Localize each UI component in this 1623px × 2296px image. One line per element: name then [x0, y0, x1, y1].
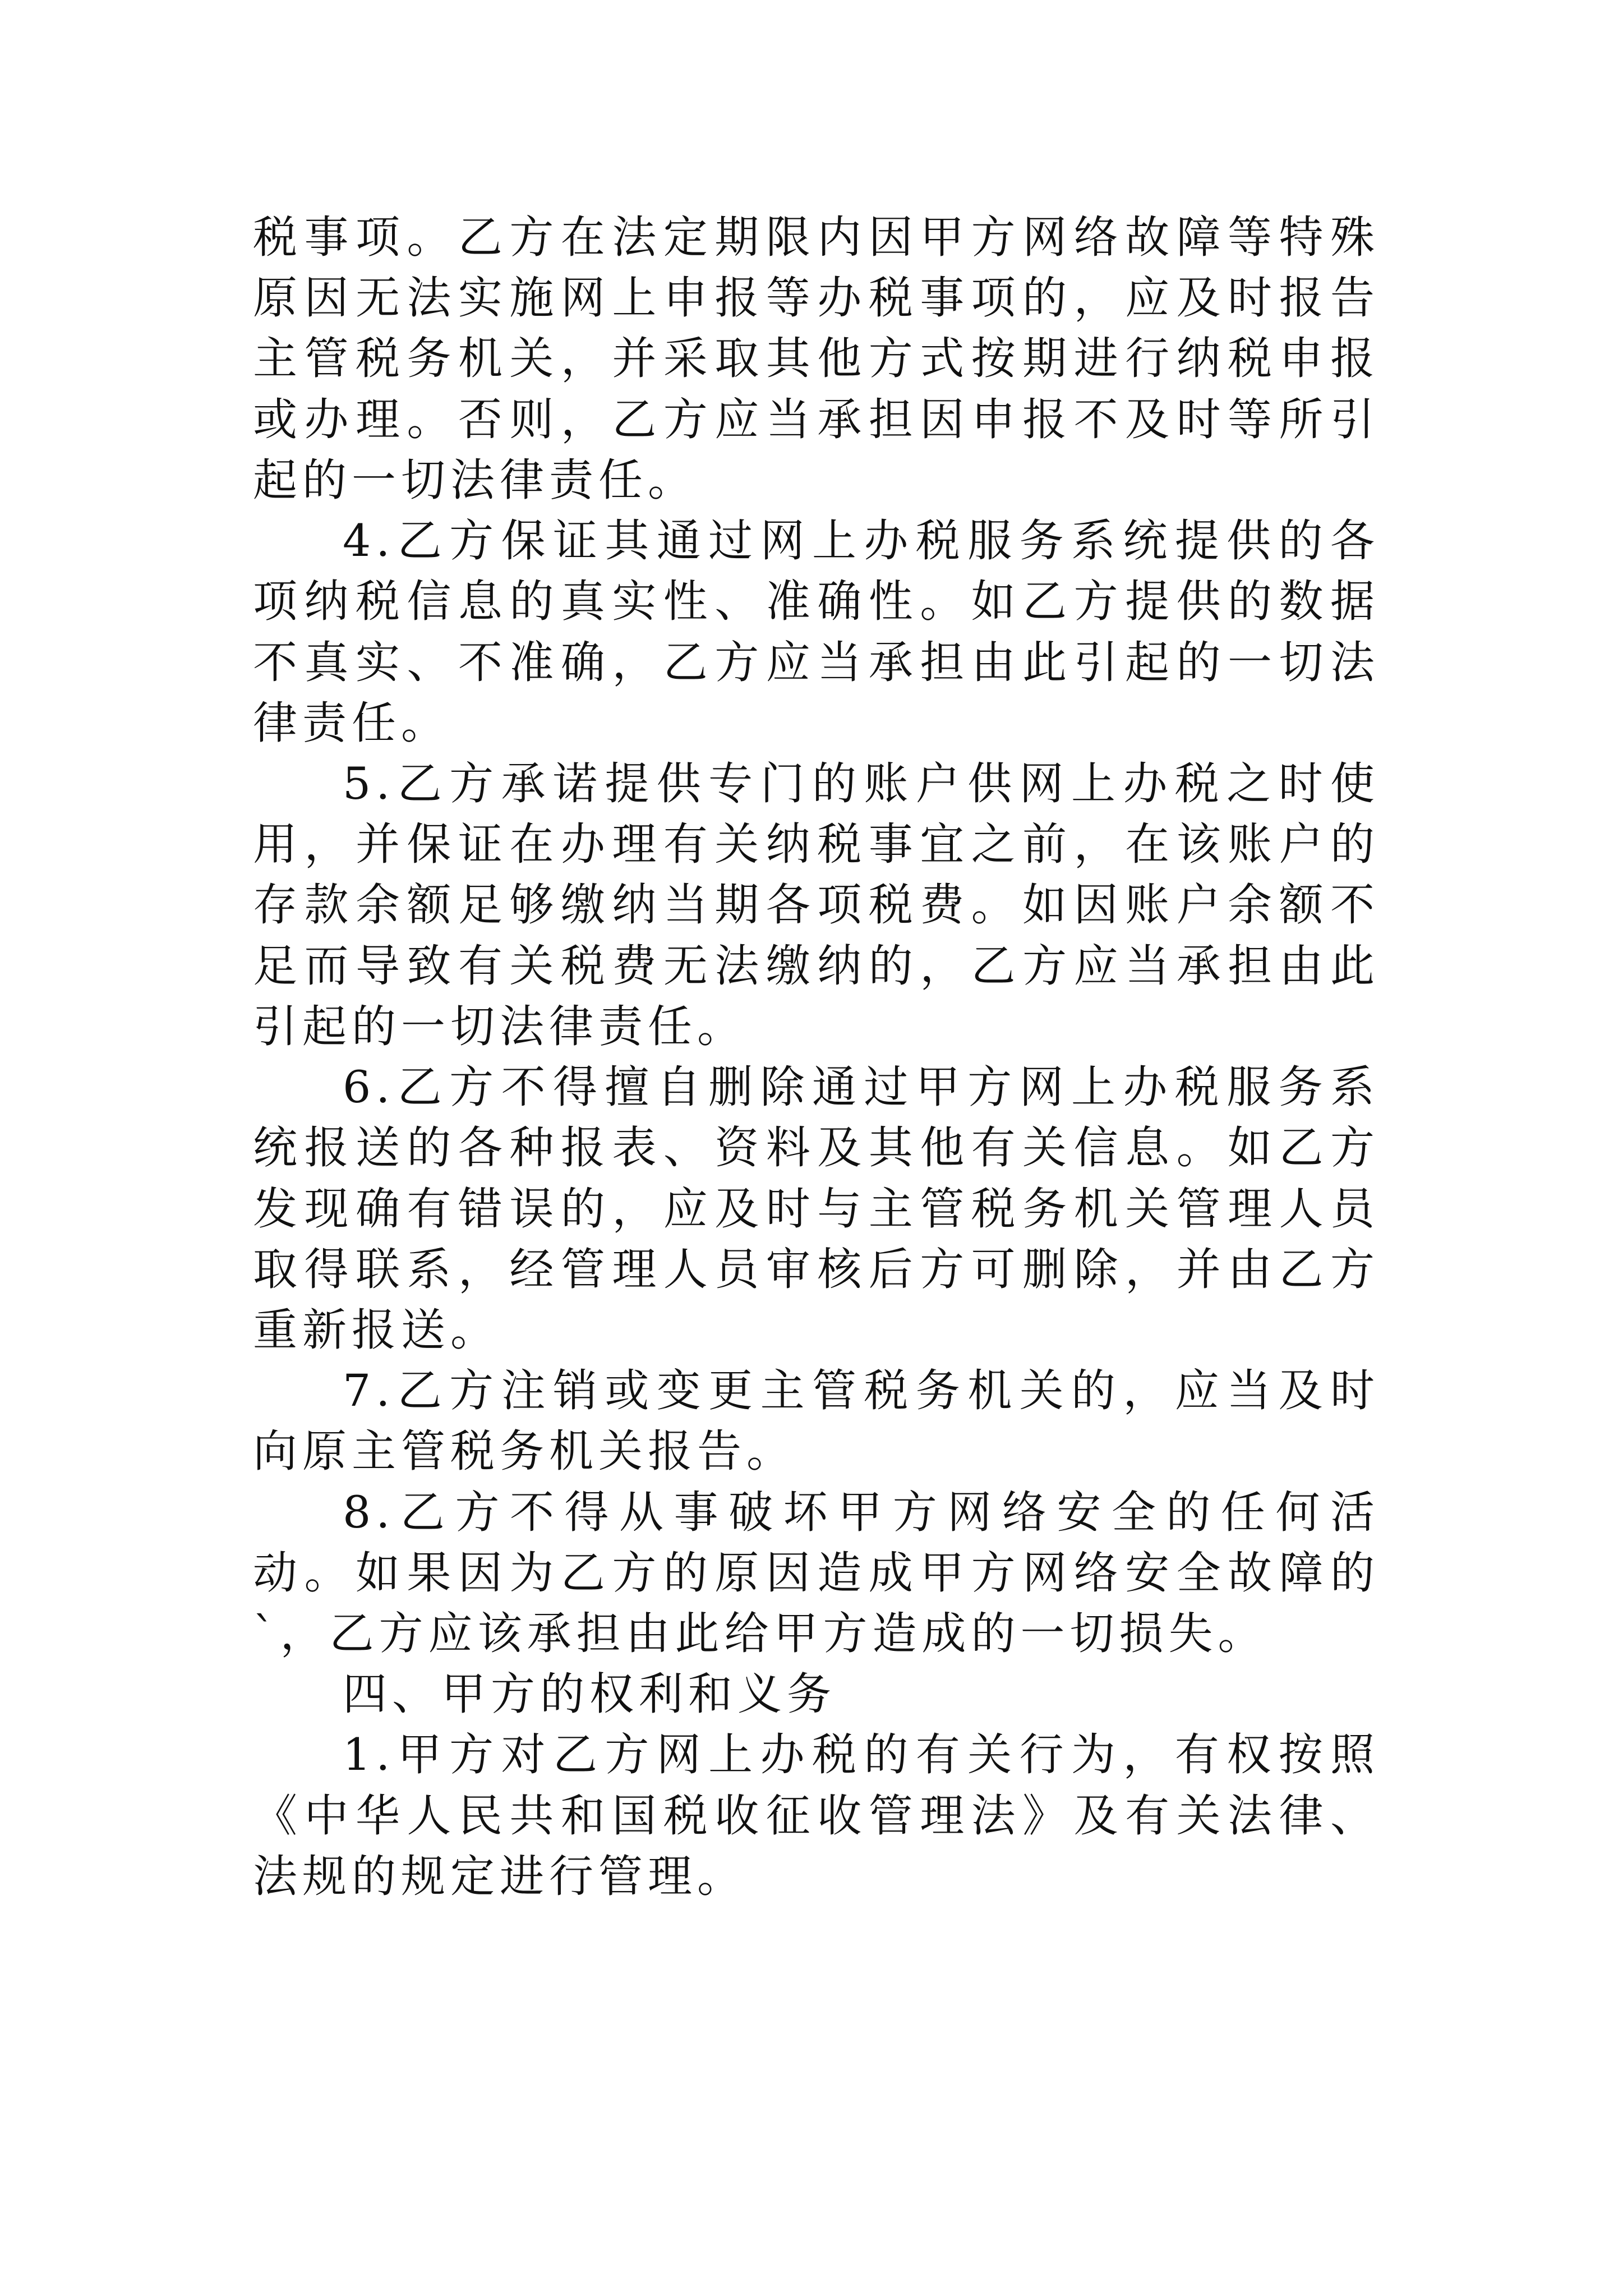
- clause-4: 4.乙方保证其通过网上办税服务系统提供的各项纳税信息的真实性、准确性。如乙方提供的数据不真实、不准确，乙方应当承担由此引起的一切法律责任。: [253, 515, 1380, 749]
- clause-6: 6.乙方不得擅自删除通过甲方网上办税服务系统报送的各种报表、资料及其他有关信息。如乙方发现确有错误的，应及时与主管税务机关管理人员取得联系，经管理人员审核后方可删除，并由乙方重新报送。: [253, 1061, 1380, 1356]
- document-page: [253, 207, 1380, 1907]
- clause-7: 7.乙方注销或变更主管税务机关的，应当及时向原主管税务机关报告。: [253, 1365, 1380, 1478]
- paragraph-continuation: 税事项。乙方在法定期限内因甲方网络故障等特殊原因无法实施网上申报等办税事项的，应及时报告主管税务机关，并采取其他方式按期进行纳税申报或办理。否则，乙方应当承担因申报不及时等所引起的一切法律责任。: [253, 211, 1380, 506]
- section-4-clause-1: 1.甲方对乙方网上办税的有关行为，有权按照《中华人民共和国税收征收管理法》及有关法律、法规的规定进行管理。: [253, 1729, 1380, 1902]
- clause-5: 5.乙方承诺提供专门的账户供网上办税之时使用，并保证在办理有关纳税事宜之前，在该账户的存款余额足够缴纳当期各项税费。如因账户余额不足而导致有关税费无法缴纳的，乙方应当承担由此引起的一切法律责任。: [253, 757, 1380, 1052]
- clause-8: 8.乙方不得从事破坏甲方网络安全的任何活动。如果因为乙方的原因造成甲方网络安全故障的`，乙方应该承担由此给甲方造成的一切损失。: [253, 1486, 1380, 1660]
- section-heading-4: 四、甲方的权利和义务: [343, 1668, 836, 1720]
